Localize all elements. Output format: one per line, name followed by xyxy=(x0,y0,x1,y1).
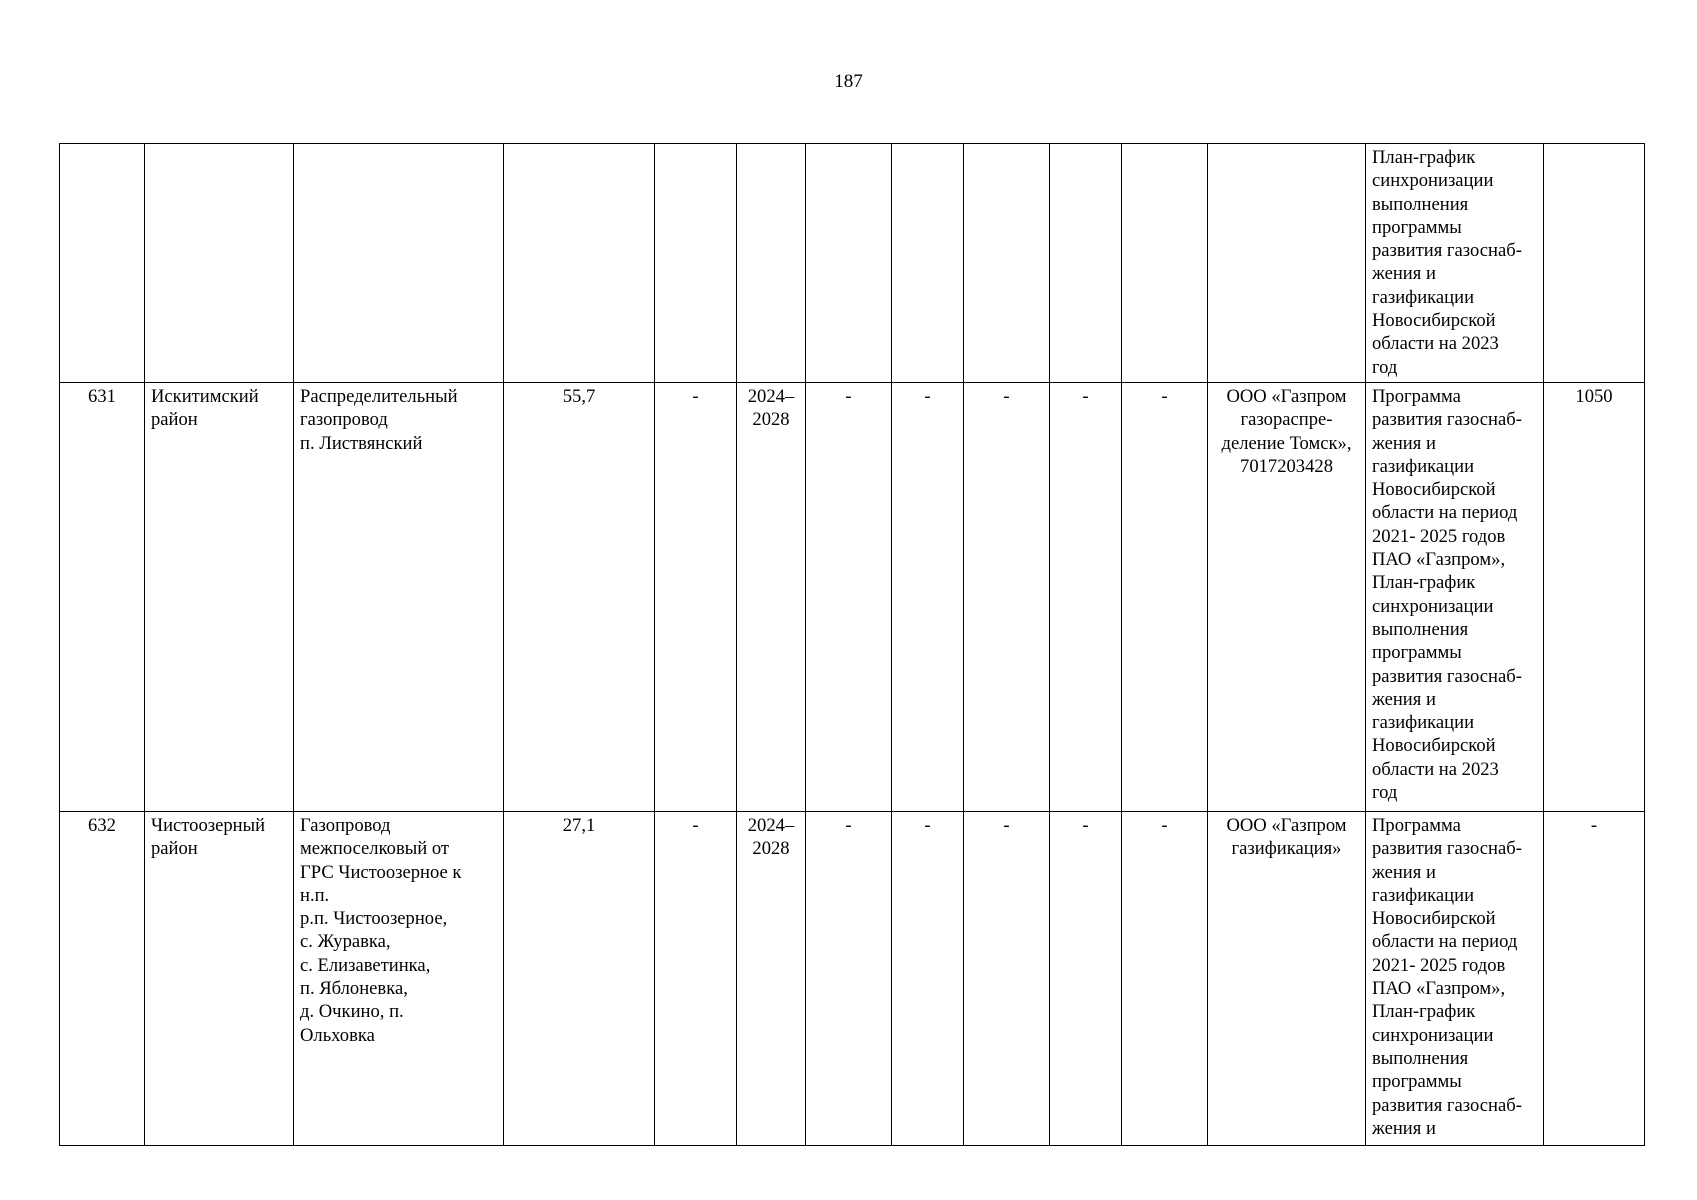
organization-cell: ООО «Газпром газификация» xyxy=(1208,812,1366,1146)
table-row xyxy=(60,812,1645,1146)
value-cell: - xyxy=(892,812,964,1146)
value-cell xyxy=(1544,144,1645,383)
period-cell: 2024– 2028 xyxy=(737,812,806,1146)
period-cell xyxy=(737,144,806,383)
district-cell: Искитимский район xyxy=(145,383,294,812)
basis-cell: План-график синхронизации выполнения программы развития газоснаб- жения и газификации Новосибирской области на 2023 год xyxy=(1366,144,1544,383)
value-cell: - xyxy=(892,383,964,812)
period-cell: 2024– 2028 xyxy=(737,383,806,812)
value-cell: - xyxy=(964,812,1050,1146)
value-cell xyxy=(1050,144,1122,383)
value-cell xyxy=(655,144,737,383)
table-row xyxy=(60,144,1645,383)
basis-cell: Программа развития газоснаб- жения и газификации Новосибирской области на период 2021- 2025 годов ПАО «Газпром», План-график синхронизации выполнения программы развития газоснаб- жения и газификации Новосибирской области на 2023 год xyxy=(1366,383,1544,812)
value-cell: - xyxy=(806,383,892,812)
value-cell: - xyxy=(964,383,1050,812)
district-cell xyxy=(145,144,294,383)
object-name-cell: Распределительный газопровод п. Листвянский xyxy=(294,383,504,812)
value-cell: - xyxy=(655,383,737,812)
value-cell: - xyxy=(1122,812,1208,1146)
length-cell: 55,7 xyxy=(504,383,655,812)
projects-table xyxy=(59,143,1645,1146)
organization-cell: ООО «Газпром газораспре- деление Томск», 7017203428 xyxy=(1208,383,1366,812)
row-number-cell: 632 xyxy=(60,812,145,1146)
row-number-cell: 631 xyxy=(60,383,145,812)
value-cell xyxy=(1122,144,1208,383)
value-cell: - xyxy=(1050,383,1122,812)
value-cell: - xyxy=(1544,812,1645,1146)
page-number: 187 xyxy=(834,71,863,92)
value-cell: - xyxy=(806,812,892,1146)
object-name-cell: Газопровод межпоселковый от ГРС Чистоозерное к н.п. р.п. Чистоозерное, с. Журавка, с. Елизаветинка, п. Яблоневка, д. Очкино, п. Ольховка xyxy=(294,812,504,1146)
length-cell xyxy=(504,144,655,383)
value-cell xyxy=(806,144,892,383)
length-cell: 27,1 xyxy=(504,812,655,1146)
table-row xyxy=(60,383,1645,812)
value-cell xyxy=(964,144,1050,383)
value-cell: - xyxy=(1050,812,1122,1146)
value-cell: - xyxy=(655,812,737,1146)
district-cell: Чистоозерный район xyxy=(145,812,294,1146)
object-name-cell xyxy=(294,144,504,383)
value-cell: - xyxy=(1122,383,1208,812)
row-number-cell xyxy=(60,144,145,383)
value-cell: 1050 xyxy=(1544,383,1645,812)
basis-cell: Программа развития газоснаб- жения и газификации Новосибирской области на период 2021- 2025 годов ПАО «Газпром», План-график синхронизации выполнения программы развития газоснаб- жения и xyxy=(1366,812,1544,1146)
value-cell xyxy=(892,144,964,383)
organization-cell xyxy=(1208,144,1366,383)
